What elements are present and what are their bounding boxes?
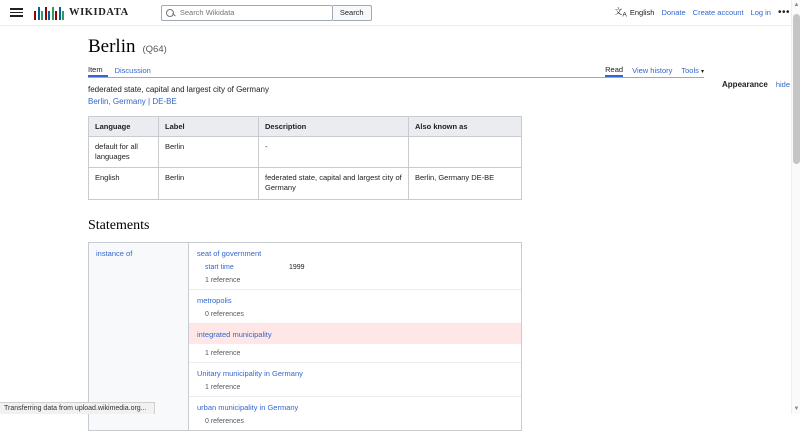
tabs-right [605,65,704,77]
table-row [89,168,522,199]
statement-value-link[interactable]: metropolis [197,295,232,305]
chevron-down-icon: ▾ [700,69,704,75]
wikidata-logo[interactable] [34,6,129,20]
appearance-title: Appearance [722,80,768,89]
language-label: English [629,8,655,17]
tab-tools-label: Tools [681,66,699,75]
title-row [88,36,704,58]
donate-link[interactable]: Donate [661,8,686,17]
search-icon [166,9,174,17]
create-account-link[interactable]: Create account [692,8,744,17]
main-menu-icon[interactable] [10,6,26,20]
tabs-row [88,63,704,78]
appearance-hide-link[interactable]: hide [775,80,790,89]
wikidata-logo-bars [34,6,64,20]
statements-heading: Statements [88,217,150,233]
th-label: Label [159,117,259,137]
th-description: Description [259,117,409,137]
tab-view-history[interactable]: View history [632,66,673,75]
search-area [161,5,372,21]
cell-description[interactable]: federated state, capital and largest city of Germany [259,168,409,199]
page-content [0,26,800,431]
statement-values [189,243,521,430]
cell-description[interactable]: - [259,137,409,168]
cell-label[interactable]: Berlin [159,168,259,199]
statement-value-link[interactable]: Unitary municipality in Germany [197,368,303,378]
language-selector[interactable] [614,6,654,19]
site-header [0,0,800,26]
tab-tools[interactable] [681,66,704,77]
content-inner [88,36,704,431]
scrollbar-thumb[interactable] [793,14,800,164]
entity-aliases[interactable]: Berlin, Germany | DE-BE [88,97,177,106]
statement-property-instance-of[interactable]: instance of [89,243,189,430]
page-scrollbar[interactable] [791,0,800,414]
references-toggle[interactable]: 0 references [205,310,244,318]
references-toggle[interactable]: 1 reference [205,383,241,391]
statement-value [189,290,521,324]
terms-table-header-row [89,117,522,137]
more-options-icon[interactable]: ••• [777,7,790,18]
appearance-panel [722,80,790,89]
statement-value [189,363,521,397]
th-also-known-as: Also known as [409,117,522,137]
table-row [89,137,522,168]
header-links [614,6,790,19]
statement-value [189,324,521,363]
wikidata-logo-text: WIKIDATA [69,7,129,18]
statement-value-link[interactable]: integrated municipality [197,329,272,339]
status-bar: Transferring data from upload.wikimedia.org... [0,402,155,414]
tab-item[interactable]: Item [88,65,108,77]
search-input[interactable] [178,7,328,18]
tab-discussion[interactable]: Discussion [114,66,151,75]
cell-also-known-as[interactable] [409,137,522,168]
qualifier-property[interactable]: start time [205,263,234,271]
entity-id: (Q64) [142,44,167,55]
search-box[interactable] [161,5,333,21]
statement-value [189,243,521,290]
language-icon: 文$_A$ [614,7,627,19]
scroll-down-arrow[interactable]: ▼ [793,406,800,412]
cell-language: default for all languages [89,137,159,168]
statement-value [189,397,521,430]
statement-value-link[interactable]: seat of government [197,248,262,258]
references-toggle[interactable]: 1 reference [205,349,241,357]
login-link[interactable]: Log in [750,8,771,17]
qualifier-row [197,264,513,271]
tab-read[interactable]: Read [605,65,623,77]
search-button[interactable]: Search [333,5,372,21]
th-language: Language [89,117,159,137]
references-toggle[interactable]: 1 reference [205,276,241,284]
page-title: Berlin [88,36,136,57]
cell-label[interactable]: Berlin [159,137,259,168]
scroll-up-arrow[interactable]: ▲ [793,2,800,8]
entity-description: federated state, capital and largest city of Germany [88,85,269,94]
cell-language: English [89,168,159,199]
cell-also-known-as[interactable]: Berlin, Germany DE-BE [409,168,522,199]
references-toggle[interactable]: 0 references [205,417,244,425]
statement-value-link[interactable]: urban municipality in Germany [197,402,299,412]
terms-table [88,116,522,200]
statement-value-highlight [189,324,521,344]
qualifier-value: 1999 [289,263,305,271]
